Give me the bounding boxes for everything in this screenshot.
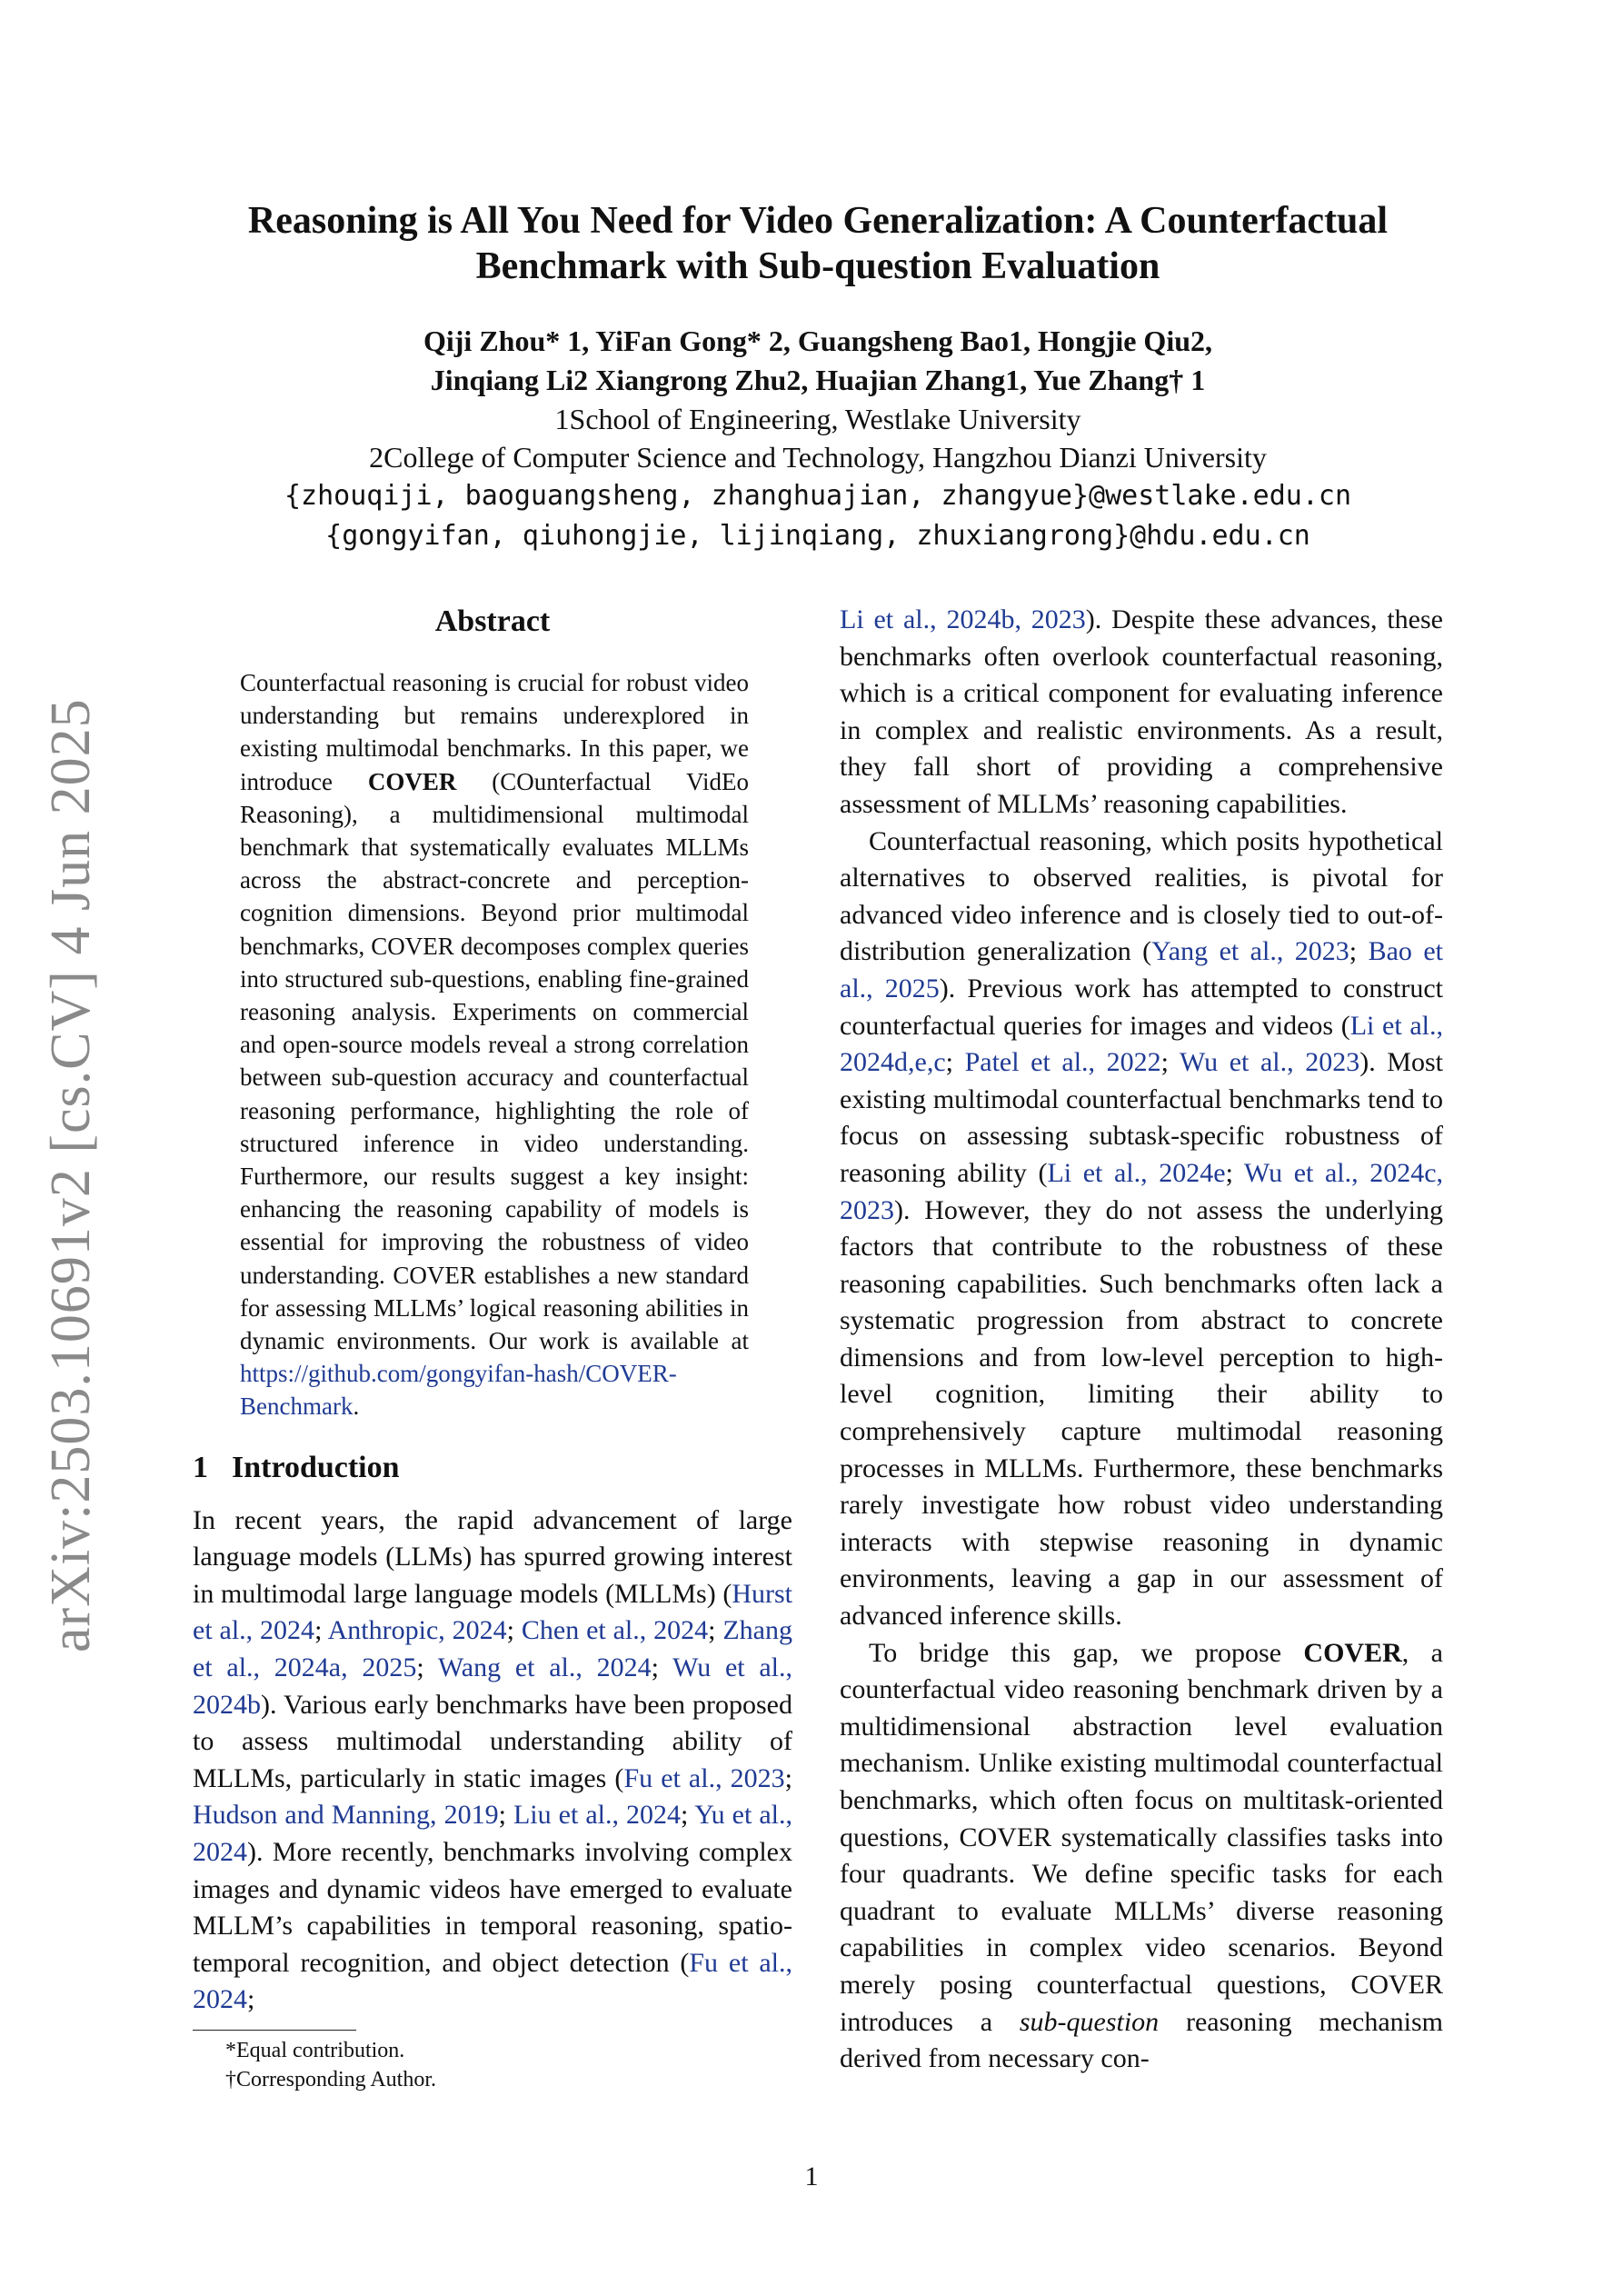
- abstract-text-4: .: [353, 1393, 360, 1421]
- left-column: [193, 602, 792, 2094]
- text: ;: [681, 1800, 695, 1831]
- citation-link[interactable]: Fu et al., 2024: [193, 1947, 792, 2015]
- arxiv-identifier-stamp: arXiv:2503.10691v2 [cs.CV] 4 Jun 2025: [40, 698, 102, 1652]
- text: reasoning mechanism derived from necessary con-: [840, 2006, 1443, 2074]
- text: ;: [784, 1762, 792, 1793]
- citation-link[interactable]: Li et al., 2024e: [1047, 1157, 1226, 1188]
- intro-paragraph-1: [193, 1502, 792, 2019]
- author-list: [182, 322, 1454, 400]
- citation-link[interactable]: Wu et al., 2024c, 2023: [840, 1157, 1444, 1225]
- abstract-heading: Abstract: [434, 604, 551, 638]
- text: ;: [651, 1652, 673, 1683]
- citation-link[interactable]: Liu et al., 2024: [513, 1800, 682, 1831]
- intro-paragraph-1-continued: [840, 602, 1443, 824]
- text: Counterfactual reasoning, which posits hypothetical alternatives to observed realities, is pivotal for advanced video inference and is closely tied to out-of-distribution generalization (: [840, 825, 1443, 967]
- section-title: Introduction: [232, 1450, 400, 1484]
- citation-link[interactable]: Anthropic, 2024: [327, 1615, 507, 1646]
- text: ;: [416, 1652, 438, 1683]
- footnote-divider: [193, 2030, 356, 2031]
- abstract-text-2: (: [456, 767, 501, 795]
- text: ). However, they do not assess the underlying factors that contribute to the robustness of these reasoning capabilities. Such benchmarks often lack a systematic progression from abstract to concrete dimensions and from low-level perception to high-level cognition, limiting their ability to comprehensively capture multimodal reasoning processes in MLLMs. Furthermore, these benchmarks rarely investigate how robust video understanding interacts with stepwise reasoning in dynamic environments, leaving a gap in our assessment of advanced inference skills.: [840, 1194, 1443, 1632]
- citation-link[interactable]: Hurst et al., 2024: [193, 1578, 792, 1646]
- section-number: 1: [193, 1450, 208, 1484]
- citation-link[interactable]: Li et al., 2024b, 2023: [840, 604, 1086, 634]
- citation-link[interactable]: Wang et al., 2024: [437, 1652, 652, 1683]
- citation-link[interactable]: Li et al., 2024d,e,c: [840, 1010, 1443, 1078]
- right-column: [840, 602, 1443, 2078]
- cover-name: COVER: [1303, 1637, 1402, 1668]
- text: ;: [1349, 936, 1369, 967]
- text: ). More recently, benchmarks involving complex images and dynamic videos have emerged to evaluate MLLM’s capabilities in temporal reasoning, spatio-temporal recognition, and object detection (: [193, 1837, 792, 1978]
- email-line-2: {gongyifan, qiuhongjie, lijinqiang, zhuxiangrong}@hdu.edu.cn: [325, 520, 1310, 552]
- text: ). Previous work has attempted to construct counterfactual queries for images and videos (: [840, 973, 1443, 1041]
- footnote-corresponding-author: †Corresponding Author.: [225, 2067, 436, 2091]
- page-number: 1: [804, 2161, 819, 2191]
- text: ;: [1225, 1157, 1244, 1188]
- section-heading-introduction: [193, 1448, 792, 1488]
- text: ;: [498, 1800, 513, 1831]
- paper-title: [182, 198, 1454, 289]
- abstract-acronym-expansion: COunterfactual VidEo Reasoning: [240, 767, 749, 828]
- authors-line-2: Jinqiang Li2 Xiangrong Zhu2, Huajian Zhang1, Yue Zhang† 1: [430, 364, 1206, 396]
- affiliation-2: 2College of Computer Science and Technology, Hangzhou Dianzi University: [369, 441, 1267, 474]
- github-link[interactable]: https://github.com/gongyifan-hash/COVER-Benchmark: [240, 1360, 677, 1421]
- text: ). Various early benchmarks have been proposed to assess multimodal understanding ability of MLLMs, particularly in static images (: [193, 1689, 792, 1793]
- footnote-equal-contribution: *Equal contribution.: [225, 2038, 405, 2062]
- abstract-body: [240, 666, 749, 1423]
- text: ;: [247, 1984, 255, 2015]
- text: ;: [314, 1615, 328, 1646]
- paper-header: [182, 198, 1454, 556]
- authors-line-1: Qiji Zhou* 1, YiFan Gong* 2, Guangsheng Bao1, Hongjie Qiu2,: [423, 324, 1212, 357]
- citation-link[interactable]: Patel et al., 2022: [964, 1047, 1161, 1078]
- intro-paragraph-2: [840, 824, 1443, 1635]
- text: , a counterfactual video reasoning benchmark driven by a multidimensional abstraction level evaluation mechanism. Unlike existing multimodal counterfactual benchmarks, which often focus on multitask-oriented questions, COVER systematically classifies tasks into four quadrants. We define specific tasks for each quadrant to evaluate MLLMs’ diverse reasoning capabilities in complex video scenarios. Beyond merely posing counterfactual questions, COVER introduces a: [840, 1637, 1443, 2037]
- affiliations: [182, 400, 1454, 476]
- citation-link[interactable]: Wu et al., 2023: [1180, 1047, 1360, 1078]
- text: In recent years, the rapid advancement of large language models (LLMs) has spurred growing interest in multimodal large language models (MLLMs) (: [193, 1504, 792, 1609]
- title-line-2: Benchmark with Sub-question Evaluation: [475, 245, 1160, 287]
- text: ;: [945, 1047, 965, 1078]
- author-emails: [182, 476, 1454, 556]
- citation-link[interactable]: Chen et al., 2024: [521, 1615, 709, 1646]
- citation-link[interactable]: Hudson and Manning, 2019: [193, 1800, 499, 1831]
- text: To bridge this gap, we propose: [869, 1637, 1304, 1668]
- abstract-cover-name: COVER: [367, 767, 457, 795]
- affiliation-1: 1School of Engineering, Westlake University: [554, 403, 1081, 435]
- title-line-1: Reasoning is All You Need for Video Generalization: A Counterfactual: [247, 200, 1389, 242]
- citation-link[interactable]: Zhang et al., 2024a, 2025: [193, 1615, 792, 1683]
- intro-paragraph-3: [840, 1635, 1443, 2078]
- text: ). Most existing multimodal counterfactual benchmarks tend to focus on assessing subtask-specific robustness of reasoning ability (: [840, 1047, 1443, 1188]
- citation-link[interactable]: Yang et al., 2023: [1151, 936, 1349, 967]
- abstract-text-1: Counterfactual reasoning is crucial for robust video understanding but remains underexplored in existing multimodal benchmarks. In this paper, we introduce: [240, 669, 749, 795]
- email-line-1: {zhouqiji, baoguangsheng, zhanghuajian, zhangyue}@westlake.edu.cn: [284, 480, 1351, 512]
- text: ;: [708, 1615, 723, 1646]
- citation-link[interactable]: Yu et al., 2024: [193, 1800, 793, 1868]
- abstract-text-3: ), a multidimensional multimodal benchmark that systematically evaluates MLLMs across the abstract-concrete and perception-cognition dimensions. Beyond prior multimodal benchmarks, COVER decomposes complex queries into structured sub-questions, enabling fine-grained reasoning analysis. Experiments on commercial and open-source models reveal a strong correlation between sub-question accuracy and counterfactual reasoning performance, highlighting the role of structured inference in video understanding. Furthermore, our results suggest a key insight: enhancing the reasoning capability of models is essential for improving the robustness of video understanding. COVER establishes a new standard for assessing MLLMs’ logical reasoning abilities in dynamic environments. Our work is available at: [240, 800, 749, 1355]
- citation-link[interactable]: Bao et al., 2025: [840, 936, 1443, 1003]
- footnotes: [225, 2036, 792, 2094]
- citation-link[interactable]: Fu et al., 2023: [623, 1762, 785, 1793]
- text: ). Despite these advances, these benchmarks often overlook counterfactual reasoning, which is a critical component for evaluating inference in complex and realistic environments. As a result, they fall short of providing a comprehensive assessment of MLLMs’ reasoning capabilities.: [840, 604, 1443, 819]
- text: ;: [506, 1615, 522, 1646]
- emphasis-sub-question: sub-question: [1019, 2006, 1160, 2037]
- citation-link[interactable]: Wu et al., 2024b: [193, 1652, 793, 1720]
- text: ;: [1160, 1047, 1180, 1078]
